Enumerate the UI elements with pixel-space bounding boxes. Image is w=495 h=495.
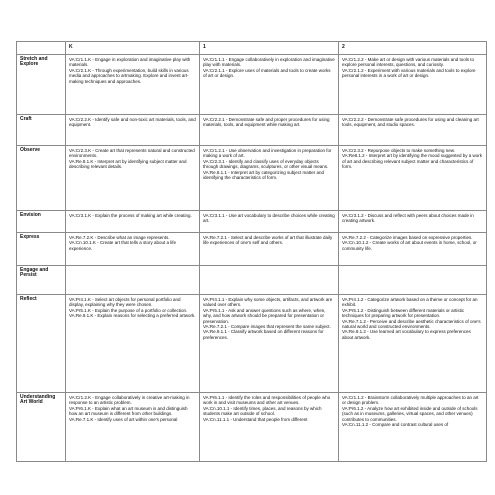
standards-cell	[66, 393, 200, 462]
table-row	[17, 266, 487, 295]
standards-cell	[66, 146, 200, 211]
standard-text: VA:Pr6.1.K - Explain what an art museum is and distinguish how an art museum is different from other buildings.	[69, 405, 188, 417]
standards-cell	[200, 393, 339, 462]
row-label: Understanding Art World	[17, 393, 66, 462]
table-row	[17, 146, 487, 211]
standard-text: VA:Pr5.1.1 - Ask and answer questions such as where, when, why, and how artwork should be prepared for presentation or preservation.	[203, 307, 326, 324]
standard-text: VA:Re.7.1.K - Identify uses of art within one's personal	[69, 416, 178, 422]
standard-text: VA:Cr2.2.2 - Demonstrate safe procedures for using and cleaning art tools, equipment, and studio spaces.	[342, 117, 479, 128]
standard-text: VA:Re.9.1.1 - Classify artwork based on different reasons for preferences.	[203, 329, 324, 340]
standards-cell	[339, 55, 487, 115]
standards-cell	[200, 295, 339, 393]
standard-text: VA:Cn.10.1.2 - Create works of art about events in home, school, or community life.	[342, 240, 477, 251]
standards-cell	[66, 55, 200, 115]
table-row	[17, 295, 487, 393]
row-label: Craft	[17, 115, 66, 146]
row-label: Engage and Persist	[17, 266, 66, 295]
standard-text: VA:Cr1.2.2 - Make art or design with various materials and tools to explore personal interests, questions, and curiosity.	[342, 57, 474, 68]
standard-text: VA:Cr3.1.2 - Discuss and reflect with peers about choices made in creating artwork.	[342, 213, 474, 224]
standards-cell	[66, 266, 200, 295]
standard-text: VA:Re.8.1.K - Interpret art by identifying subject matter and describing relevant details.	[69, 158, 187, 170]
standards-cell	[200, 233, 339, 266]
column-header-grade-2: 2	[339, 42, 487, 55]
table-row	[17, 115, 487, 146]
standard-text: VA:Pr5.1.2 - Distinguish between different materials or artistic techniques for preparing artwork for presentation.	[342, 307, 465, 319]
standards-cell	[66, 211, 200, 233]
standards-table	[16, 41, 487, 462]
standard-text: VA:Pr6.1.2 - Analyze how art exhibited inside and outside of schools (such as in museums, galleries, virtual spaces, and other venues) contributes to communities.	[342, 405, 478, 422]
header-cell-empty	[17, 42, 66, 55]
standards-cell	[200, 266, 339, 295]
standard-text: VA:Cr1.2.1 - Use observation and investigation in preparation for making a work of art.	[203, 148, 332, 159]
table-row	[17, 233, 487, 266]
table-row	[17, 211, 487, 233]
standard-text: VA:Cr3.1.1 - Use art vocabulary to describe choices while creating art.	[203, 213, 335, 224]
standards-cell	[66, 115, 200, 146]
standard-text: VA:Cr3.1.K - Explain the process of making art while creating.	[69, 213, 192, 218]
row-label: Observe	[17, 146, 66, 211]
standard-text: VA:Cr2.1.1 - Explore uses of materials and tools to create works of art or design.	[203, 67, 331, 79]
standard-text: VA:Re.7.2.1 - Select and describe works of art that illustrate daily life experiences of one's self and others.	[203, 235, 333, 246]
standards-cell	[66, 233, 200, 266]
standard-text: VA:Cr2.3.1 - Identify and classify uses of everyday objects through drawings, diagrams, sculptures, or other visual means.	[203, 158, 329, 170]
standards-cell	[339, 393, 487, 462]
standard-text: VA:Cr2.2.1 - Demonstrate safe and proper procedures for using materials, tools, and equipment while making art.	[203, 117, 330, 128]
standard-text: VA:Re.7.2.K - Describe what an image represents.	[69, 235, 170, 240]
standard-text: VA:Re.9.1.2 - Use learned art vocabulary to express preferences about artwork.	[342, 329, 471, 340]
standards-cell	[200, 146, 339, 211]
standards-cell	[339, 295, 487, 393]
standard-text: VA:Pr5.1.K - Explain the purpose of a portfolio or collection.	[69, 307, 188, 313]
standards-table-body	[17, 42, 487, 462]
standards-cell	[200, 211, 339, 233]
table-row	[17, 55, 487, 115]
row-label: Stretch and Explore	[17, 55, 66, 115]
standards-cell	[200, 115, 339, 146]
standard-text: VA:Cr2.1.K - Through experimentation, build skills in various media and approaches to artmaking. Explore and invent art-making techniques and approaches.	[69, 67, 189, 84]
standard-text: VA:Re.8.1.1 - Interpret art by categorizing subject matter and identifying the characteristics of form.	[203, 169, 324, 181]
standard-text: VA:Cn.10.1.K - Create art that tells a story about a life experience.	[69, 240, 176, 251]
standard-text: VA:Re.7.2.1 - Compare images that represent the same subject.	[203, 324, 331, 330]
standard-text: VA:Cr1.1.2 - Brainstorm collaboratively multiple approaches to an art or design problem.	[342, 395, 479, 406]
standards-cell	[200, 55, 339, 115]
table-row	[17, 393, 487, 462]
standard-text: VA:Pr4.1.2 - Categorize artwork based on a theme or concept for an exhibit.	[342, 297, 478, 308]
standard-text: VA:Cr2.1.2 - Experiment with various materials and tools to explore personal interests in a work of art or design.	[342, 67, 476, 79]
standard-text: VA:Cr1.1.K - Engage in exploration and imaginative play with materials.	[69, 57, 191, 68]
standards-cell	[339, 211, 487, 233]
standard-text: VA:Re.7.2.2 - Categorize images based on expressive properties.	[342, 235, 473, 240]
standards-cell	[339, 146, 487, 211]
standards-cell	[339, 266, 487, 295]
column-header-grade-K: K	[66, 42, 200, 55]
row-label: Envision	[17, 211, 66, 233]
row-label: Reflect	[17, 295, 66, 393]
standards-cell	[339, 233, 487, 266]
standard-text: VA:Pr4.1.1 - Explain why some objects, artifacts, and artwork are valued over others.	[203, 297, 333, 308]
standard-text: VA:Re8.1.2 - Interpret art by identifying the mood suggested by a work of art and describing relevant subject matter and characteristics of form.	[342, 153, 482, 170]
standard-text: VA:Re.9.1.K - Explain reasons for selecting a preferred artwork.	[69, 313, 196, 319]
standard-text: VA:Pr6.1.1 - Identify the roles and responsibilities of people who work in and visit museums and other art venues.	[203, 395, 331, 406]
standard-text: VA:Pr4.1.K - Select art objects for personal portfolio and display, explaining why they were chosen.	[69, 297, 181, 308]
standard-text: VA:Cr1.2.K - Engage collaboratively in creative art-making in response to an artistic problem.	[69, 395, 190, 406]
standard-text: VA:Re.7.1.2 - Perceive and describe aesthetic characteristics of one's natural world and constructed environments.	[342, 318, 481, 330]
standards-cell	[339, 115, 487, 146]
standard-text: VA:Cr1.1.1 - Engage collaboratively in exploration and imaginative play with materials.	[203, 57, 335, 68]
standard-text: VA:Cn.11.1.2 - Compare and contrast cultural uses of	[342, 422, 449, 428]
standards-cell	[66, 295, 200, 393]
standard-text: VA:Cr2.3.2 - Repurpose objects to make something new.	[342, 148, 455, 153]
standard-text: VA:Cn.10.1.1 - Identify times, places, and reasons by which students make art outside of school.	[203, 405, 322, 417]
standard-text: VA:Cn.11.1.1 - Understand that people from different	[203, 416, 308, 422]
standard-text: VA:Cr2.2.K - Identify safe and non-toxic art materials, tools, and equipment.	[69, 117, 196, 128]
standard-text: VA:Cr2.3.K - Create art that represents natural and constructed environments.	[69, 148, 195, 159]
column-header-grade-1: 1	[200, 42, 339, 55]
header-row	[17, 42, 487, 55]
row-label: Express	[17, 233, 66, 266]
